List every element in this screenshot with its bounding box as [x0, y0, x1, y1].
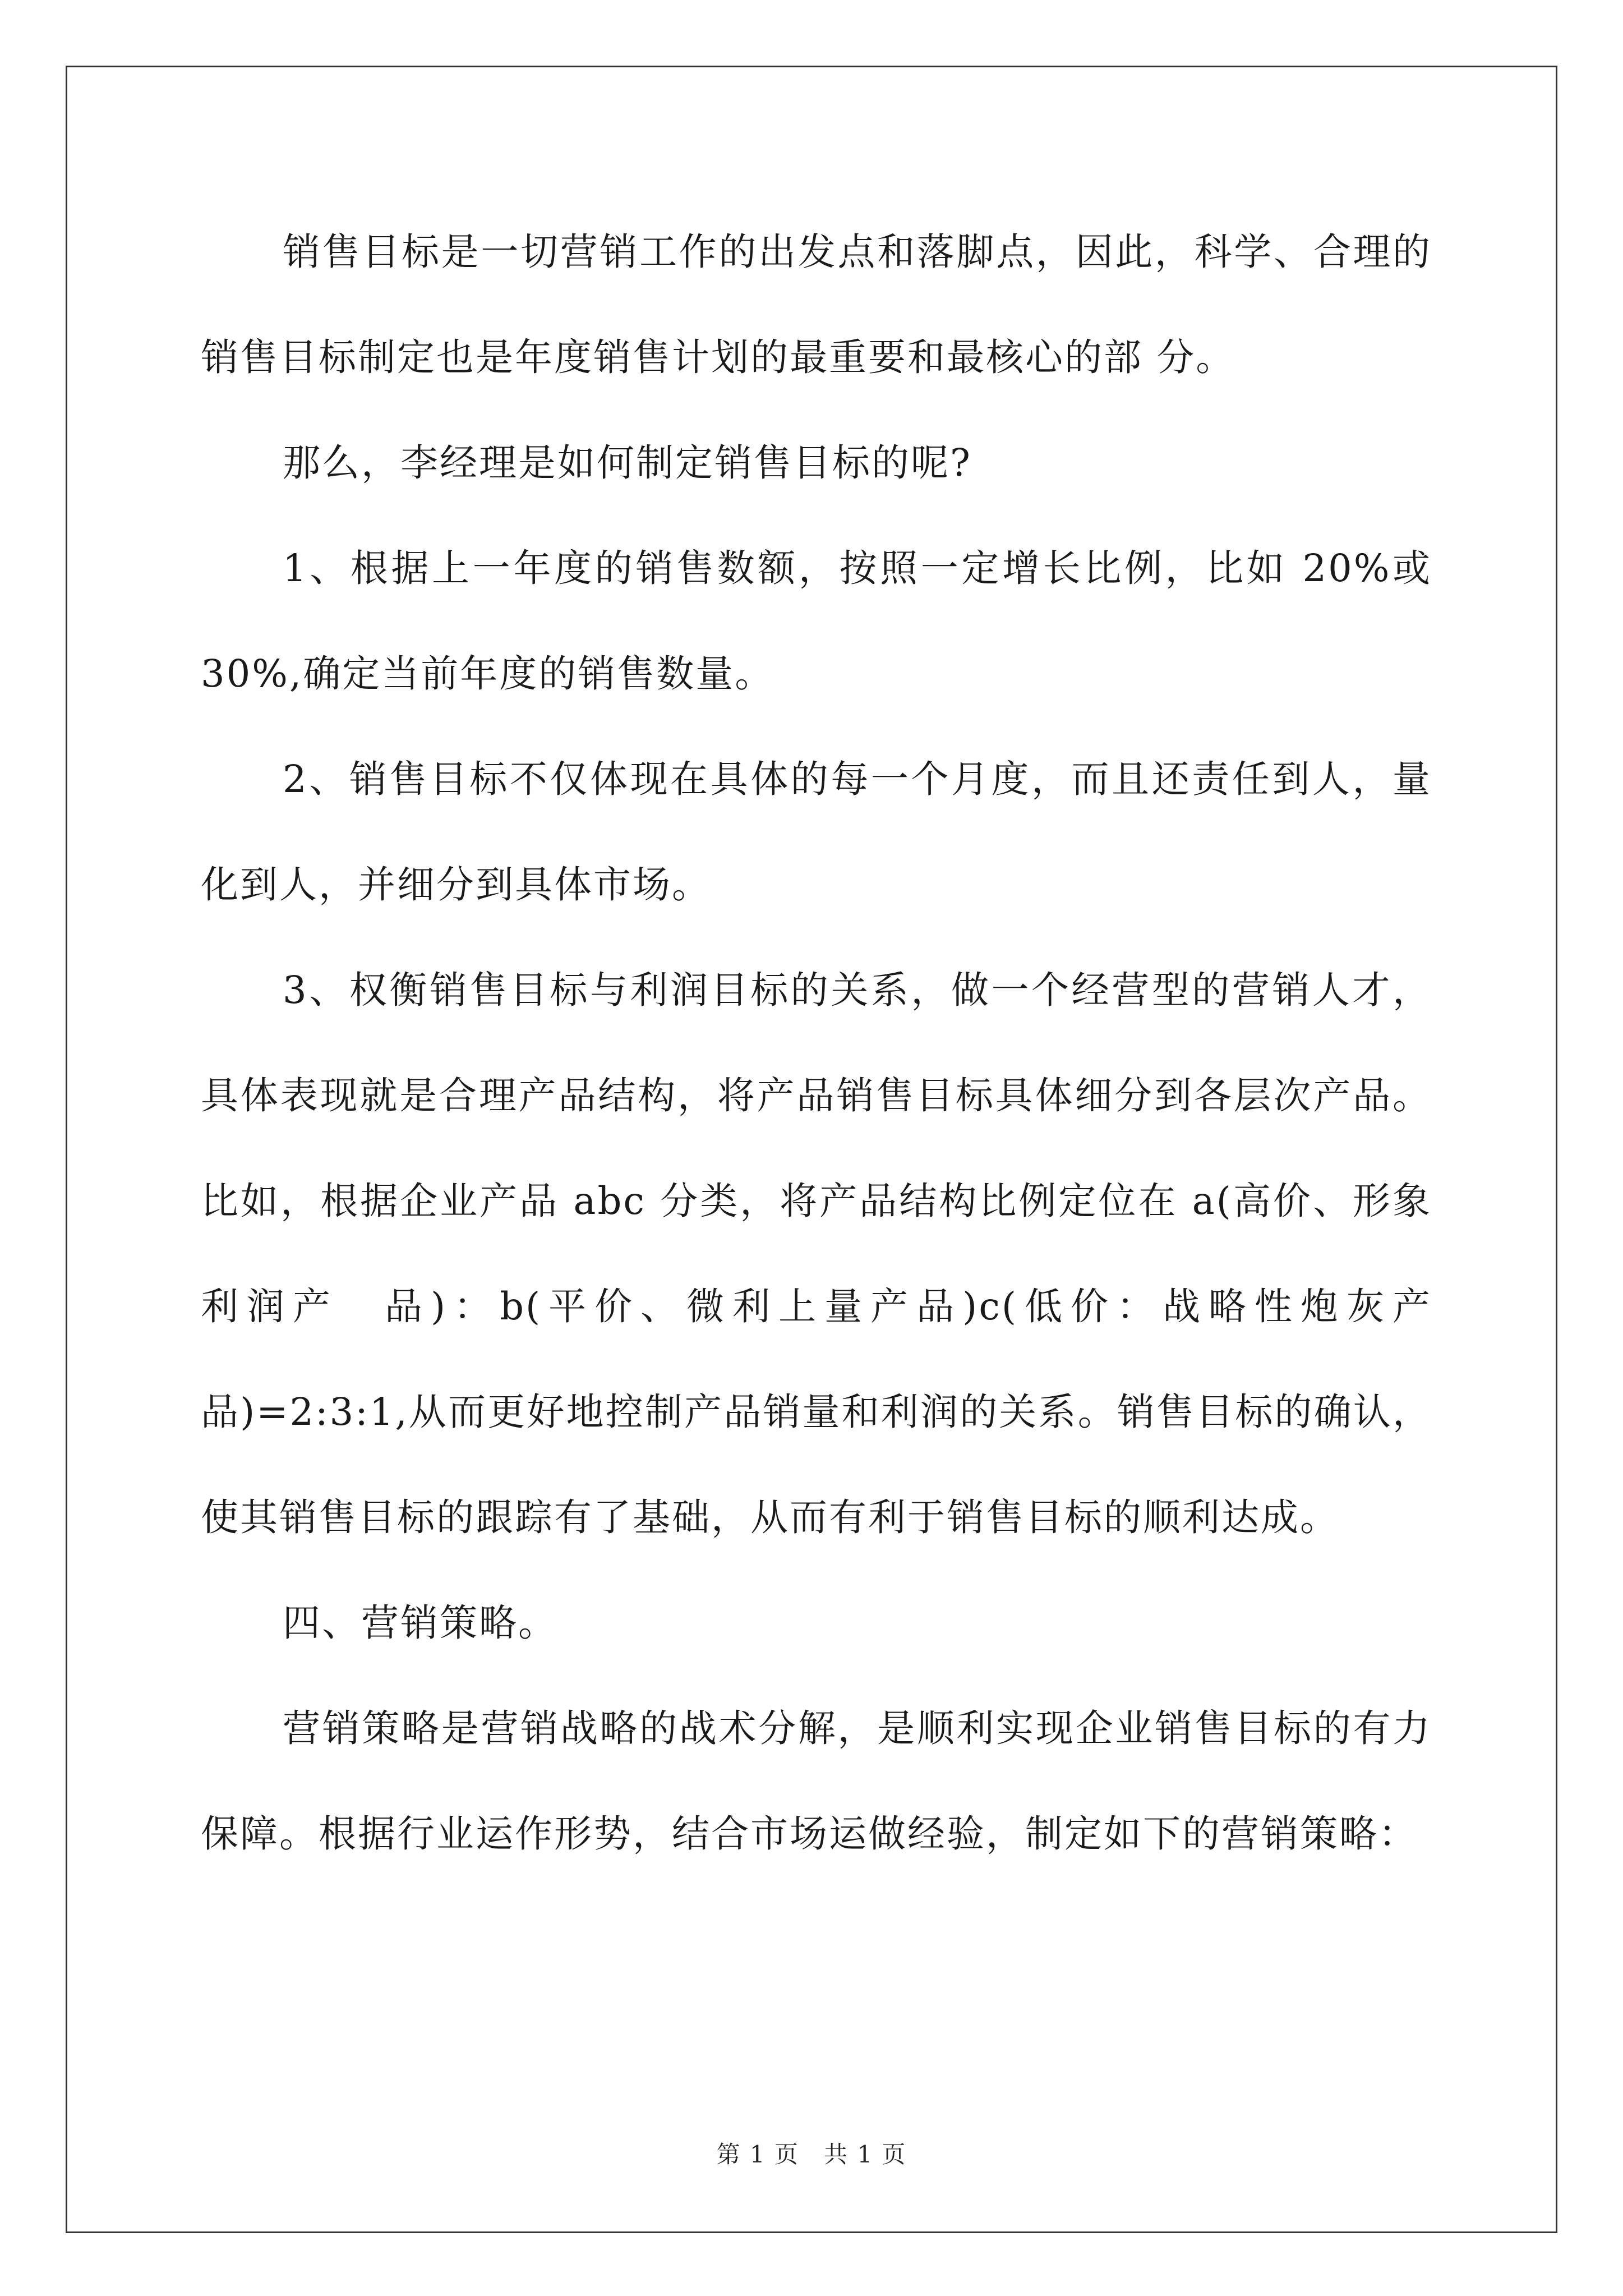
paragraph: 销售目标是一切营销工作的出发点和落脚点，因此，科学、合理的销售目标制定也是年度销售计划的最重要和最核心的部 分。: [201, 230, 1432, 379]
paragraph: 2、销售目标不仅体现在具体的每一个月度，而且还责任到人，量化到人，并细分到具体市场。: [201, 757, 1432, 907]
page-number: 第 1 页 共 1 页: [716, 2141, 907, 2168]
paragraph: 那么，李经理是如何制定销售目标的呢?: [283, 441, 972, 485]
paragraph: 3、权衡销售目标与利润目标的关系，做一个经营型的营销人才，具体表现就是合理产品结构，将产品销售目标具体细分到各层次产品。比如，根据企业产品 abc 分类，将产品结构比例定位在 a(高价、形象利润产 品)：b(平价、微利上量产品)c(低价：战略性炮灰产品)=2:3:1,从而更好地控制产品销量和利润的关系。销售目标的确认，使其销售目标的跟踪有了基础，从而有利于销售目标的顺利达成。: [201, 968, 1432, 1539]
document-body: [201, 199, 1432, 1887]
section-heading: 四、营销策略。: [283, 1601, 557, 1645]
paragraph: 1、根据上一年度的销售数额，按照一定增长比例，比如 20%或 30%,确定当前年度的销售数量。: [201, 546, 1432, 696]
paragraph: 营销策略是营销战略的战术分解，是顺利实现企业销售目标的有力保障。根据行业运作形势，结合市场运做经验，制定如下的营销策略：: [201, 1706, 1432, 1856]
